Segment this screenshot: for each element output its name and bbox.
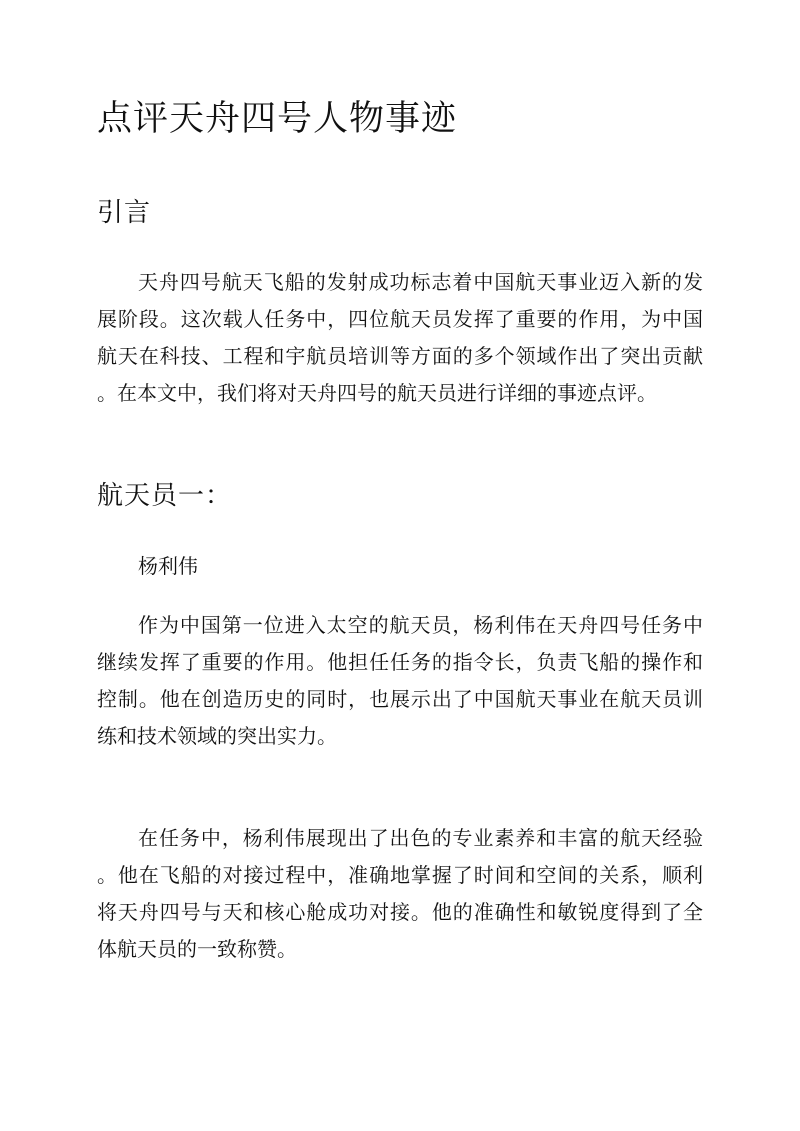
astronaut-name: 杨利伟: [138, 554, 198, 578]
intro-paragraph: [97, 264, 703, 412]
document-title: 点评天舟四号人物事迹: [97, 99, 458, 139]
intro-heading: 引言: [97, 198, 152, 228]
paragraph-line: 练和技术领域的突出实力。: [97, 724, 337, 748]
astronaut-name-paragraph: [97, 548, 703, 585]
paragraph-line: 继续发挥了重要的作用。他担任任务的指令长，负责飞船的操作和: [97, 650, 703, 674]
paragraph-line: 天舟四号航天飞船的发射成功标志着中国航天事业迈入新的发: [138, 270, 703, 294]
paragraph-line: 航天在科技、工程和宇航员培训等方面的多个领域作出了突出贡献: [97, 344, 703, 368]
paragraph-line: 作为中国第一位进入太空的航天员，杨利伟在天舟四号任务中: [138, 613, 703, 637]
paragraph-line: 体航天员的一致称赞。: [97, 937, 297, 961]
paragraph-line: 展阶段。这次载人任务中，四位航天员发挥了重要的作用，为中国: [97, 307, 703, 331]
astronaut-heading: 航天员一：: [97, 481, 233, 511]
paragraph-line: 。在本文中，我们将对天舟四号的航天员进行详细的事迹点评。: [97, 381, 657, 405]
body-paragraph-2: [97, 820, 703, 968]
paragraph-line: 控制。他在创造历史的同时，也展示出了中国航天事业在航天员训: [97, 687, 703, 711]
paragraph-line: 在任务中，杨利伟展现出了出色的专业素养和丰富的航天经验: [138, 826, 703, 850]
body-paragraph-1: [97, 607, 703, 755]
paragraph-line: 。他在飞船的对接过程中，准确地掌握了时间和空间的关系，顺利: [97, 863, 703, 887]
paragraph-line: 将天舟四号与天和核心舱成功对接。他的准确性和敏锐度得到了全: [97, 900, 703, 924]
